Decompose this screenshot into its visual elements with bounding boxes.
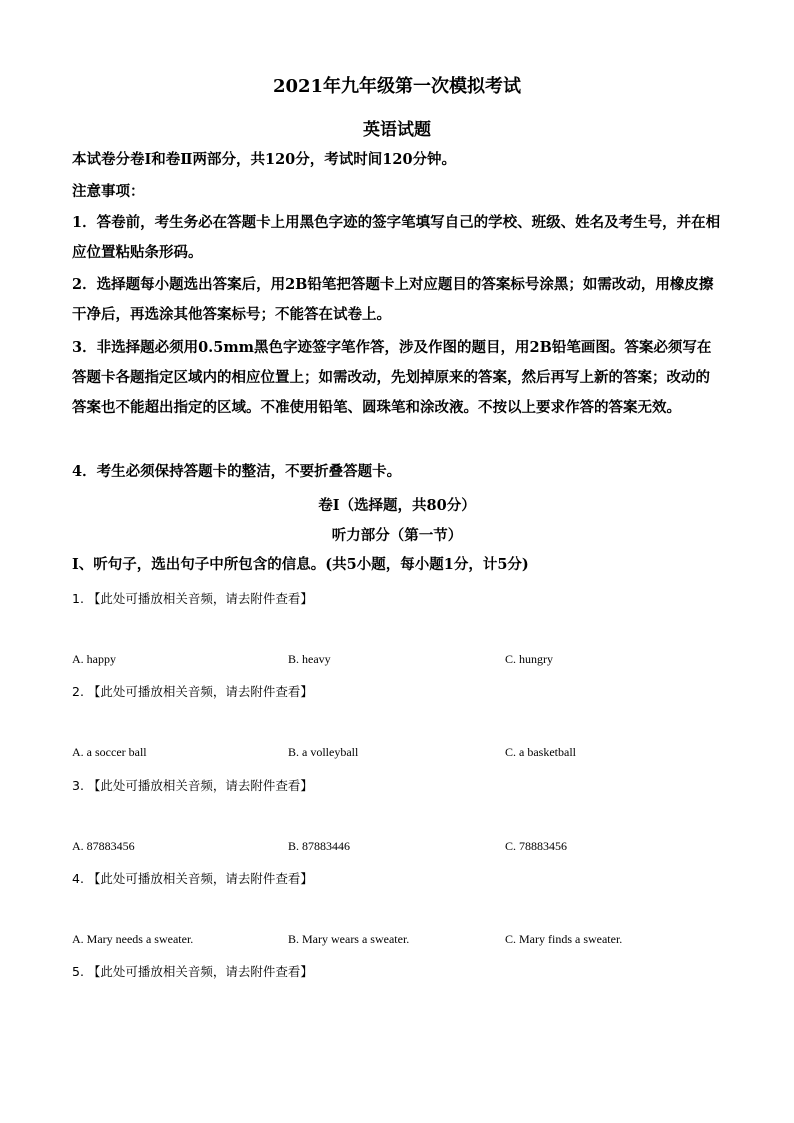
exam-subtitle: 英语试题	[363, 120, 431, 140]
question-stem: 2. 【此处可播放相关音频，请去附件查看】	[72, 684, 313, 699]
notice-item-4: 4．考生必须保持答题卡的整洁，不要折叠答题卡。	[72, 463, 402, 480]
section-instruction: Ⅰ、听句子，选出句子中所包含的信息。(共5小题，每小题1分，计5分)	[72, 556, 529, 573]
notice-heading: 注意事项：	[72, 183, 145, 200]
option-c: C. a basketball	[505, 745, 576, 759]
option-c: C. 78883456	[505, 839, 568, 853]
notice-item-1: 1．答卷前，考生务必在答题卡上用黑色字迹的签字笔填写自己的学校、班级、姓名及考生号，并在相应位置粘贴条形码。	[72, 214, 721, 261]
question-stem: 5. 【此处可播放相关音频，请去附件查看】	[72, 964, 313, 979]
option-c: C. hungry	[505, 652, 553, 666]
option-a: A. a soccer ball	[72, 745, 147, 759]
option-a: A. Mary needs a sweater.	[72, 932, 194, 946]
option-c: C. Mary finds a sweater.	[505, 932, 623, 946]
exam-title: 2021年九年级第一次模拟考试	[272, 76, 522, 97]
option-b: B. a volleyball	[288, 745, 359, 759]
option-b: B. heavy	[288, 652, 331, 666]
notice-item-2: 2．选择题每小题选出答案后，用2B铅笔把答题卡上对应题目的答案标号涂黑；如需改动，用橡皮擦干净后，再选涂其他答案标号；不能答在试卷上。	[72, 276, 714, 323]
option-b: B. Mary wears a sweater.	[288, 932, 410, 946]
part-title: 听力部分（第一节）	[331, 527, 463, 544]
question-stem: 4. 【此处可播放相关音频，请去附件查看】	[72, 871, 313, 886]
option-b: B. 87883446	[288, 839, 351, 853]
notice-item-3: 3．非选择题必须用0.5mm黑色字迹签字笔作答，涉及作图的题目，用2B铅笔画图。答案必须写在答题卡各题指定区域内的相应位置上；如需改动，先划掉原来的答案，然后再写上新的答案；改动的答案也不能超出指定的区域。不准使用铅笔、圆珠笔和涂改液。不按以上要求作答的答案无效。	[72, 339, 712, 416]
exam-intro: 本试卷分卷Ⅰ和卷Ⅱ两部分，共120分，考试时间120分钟。	[72, 151, 457, 168]
option-a: A. 87883456	[72, 839, 135, 853]
section-title: 卷Ⅰ（选择题，共80分）	[318, 497, 476, 514]
question-stem: 1. 【此处可播放相关音频，请去附件查看】	[72, 591, 313, 606]
question-stem: 3. 【此处可播放相关音频，请去附件查看】	[72, 778, 313, 793]
option-a: A. happy	[72, 652, 116, 666]
